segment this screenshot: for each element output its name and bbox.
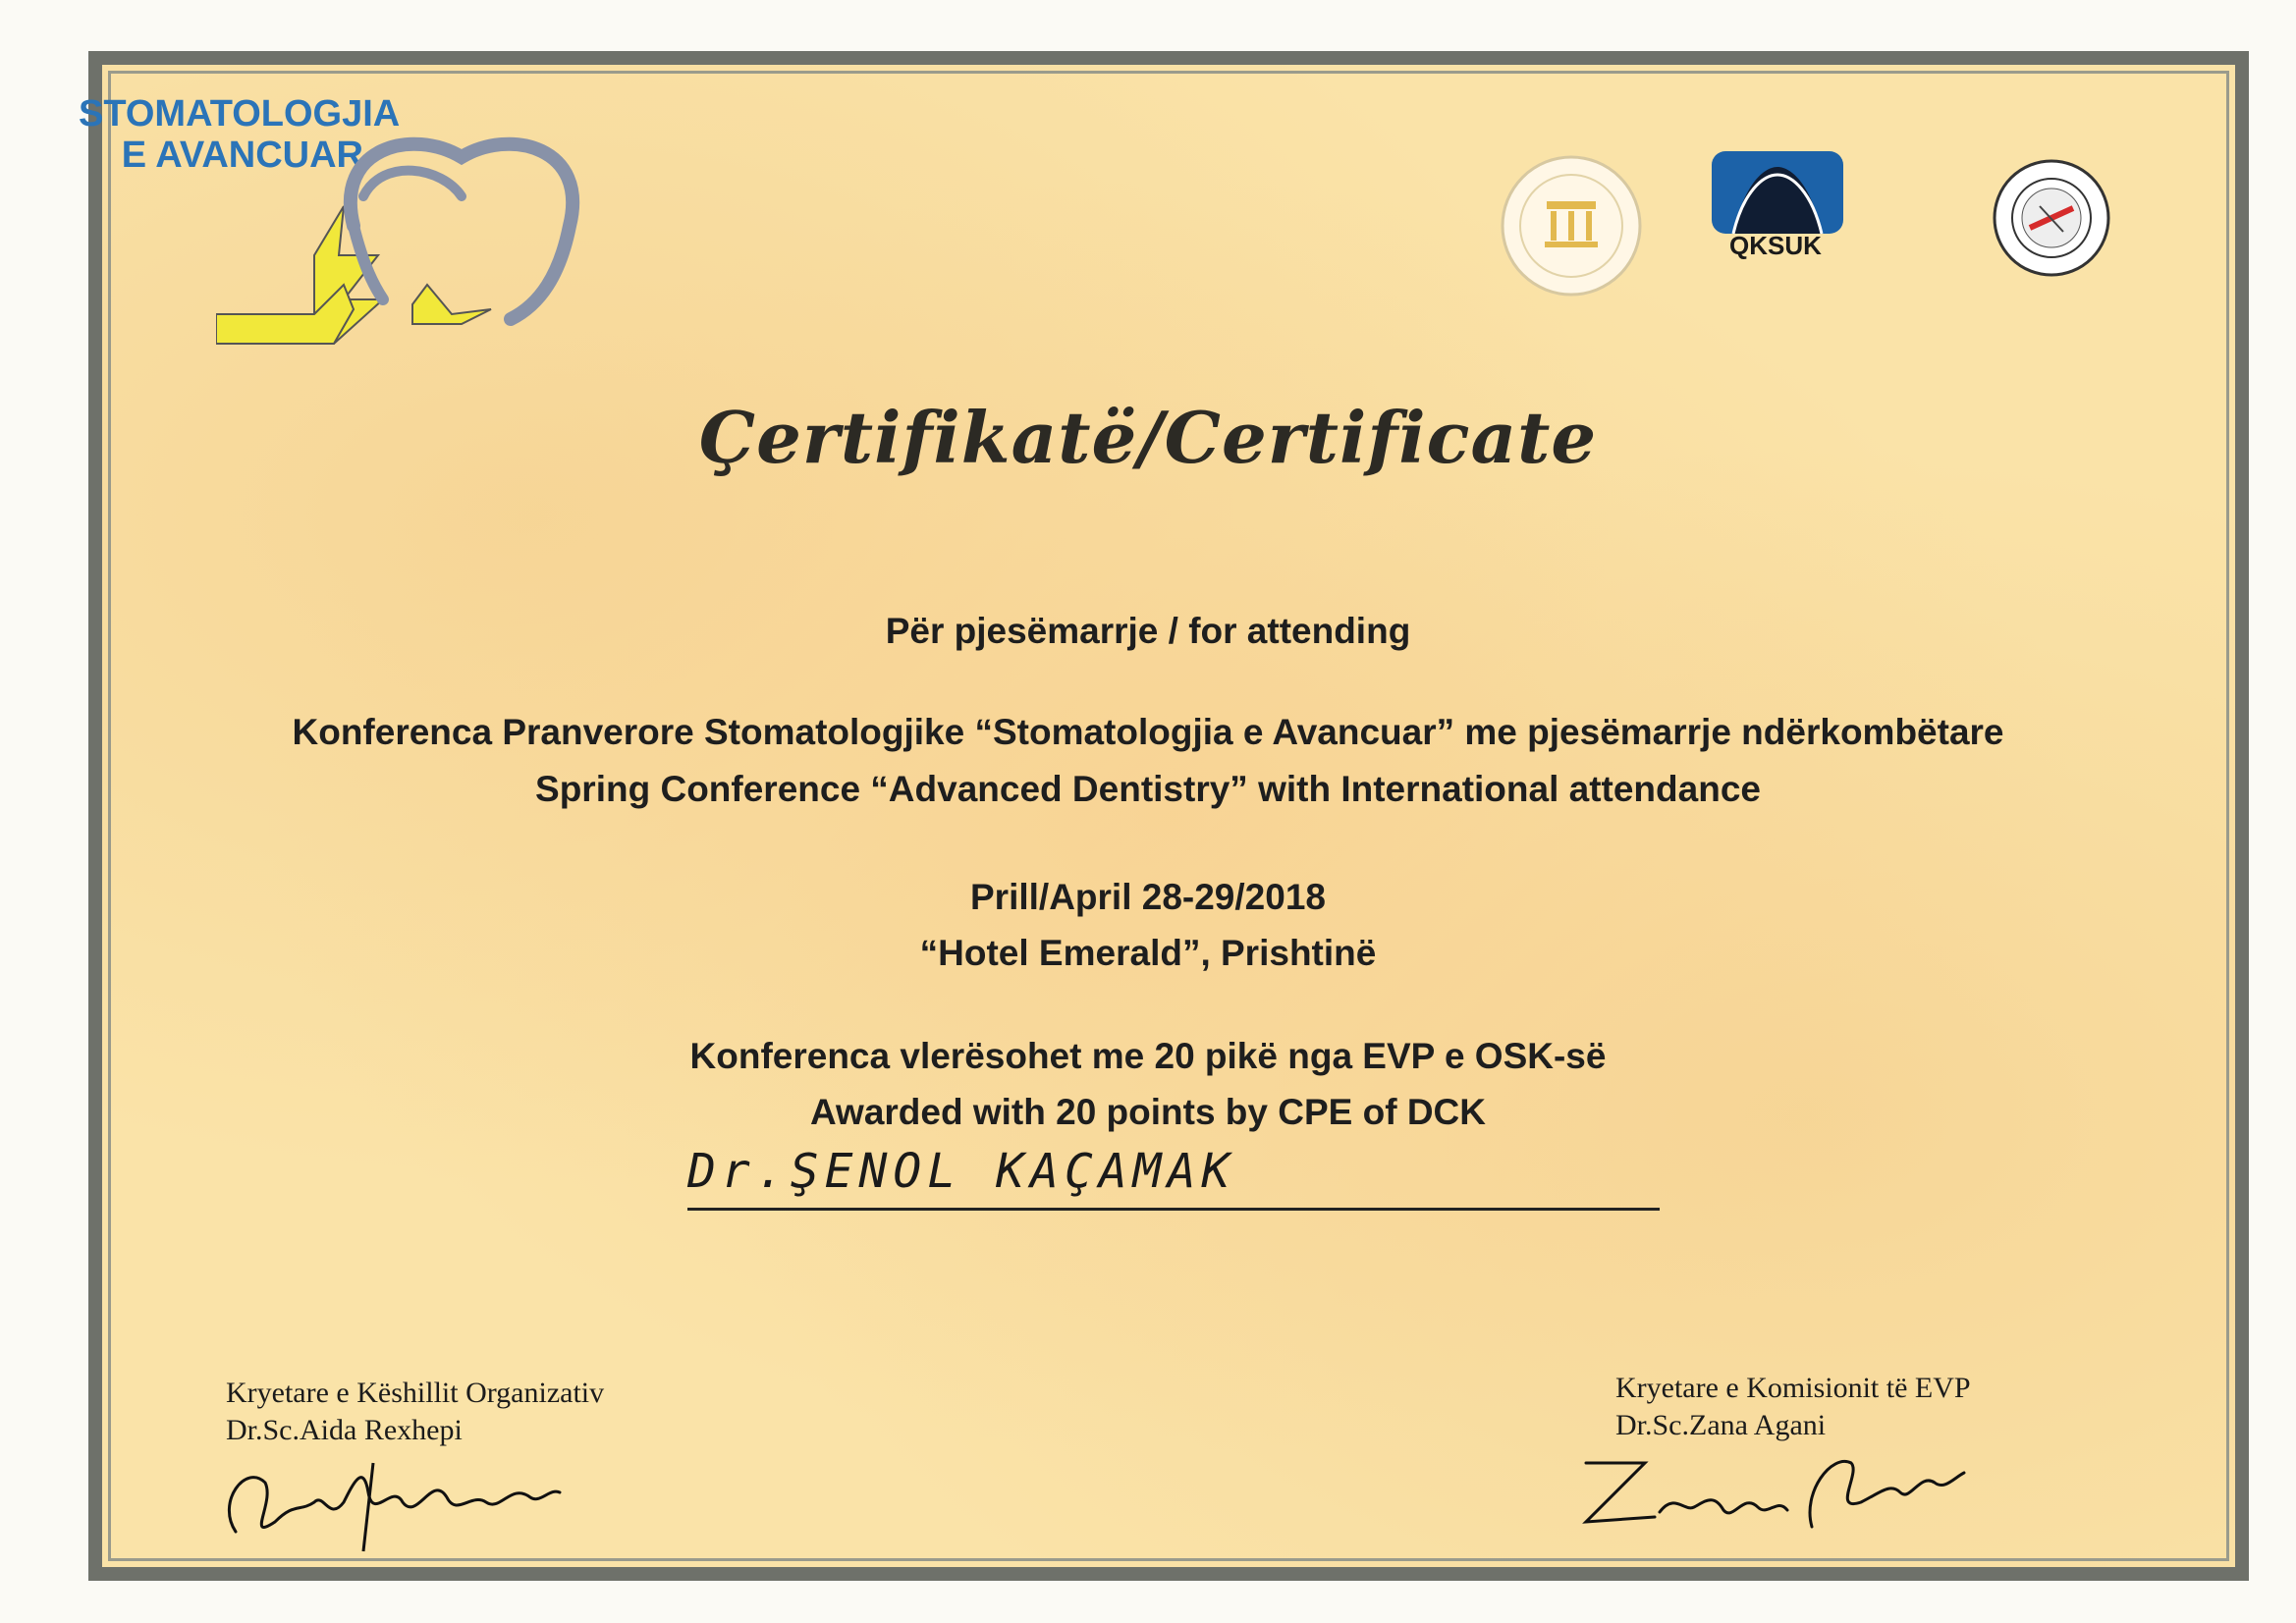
left-signatory [226, 1375, 604, 1449]
left-signatory-role: Kryetare e Këshillit Organizativ [226, 1377, 605, 1409]
right-signature-icon [1566, 1434, 1979, 1542]
brand-line-2: E AVANCUAR [121, 135, 363, 176]
recipient-field [678, 1144, 1660, 1222]
event-venue: “Hotel Emerald”, Prishtinë [919, 933, 1377, 973]
chamber-seal-icon [1498, 147, 1645, 304]
university-seal-icon [1991, 157, 2113, 280]
points-line-en: Awarded with 20 points by CPE of DCK [809, 1092, 1486, 1132]
qksuk-logo-icon [1704, 147, 1851, 236]
qksuk-label: QKSUK [1729, 231, 1822, 260]
left-signature-icon [206, 1443, 599, 1561]
points-line-sq: Konferenca vlerësohet me 20 pikë nga EVP e OSK-së [689, 1036, 1607, 1076]
certificate-title: Çertifikatë/Certificate [698, 396, 1598, 479]
recipient-underline [687, 1208, 1660, 1211]
left-signatory-name: Dr.Sc.Aida Rexhepi [226, 1414, 463, 1446]
recipient-name: Dr.ŞENOL KAÇAMAK [687, 1144, 1236, 1199]
conference-line-en: Spring Conference “Advanced Dentistry” with International attendance [535, 769, 1761, 809]
right-signatory-name: Dr.Sc.Zana Agani [1615, 1409, 1827, 1441]
right-signatory-role: Kryetare e Komisionit të EVP [1615, 1372, 1971, 1404]
event-date: Prill/April 28-29/2018 [970, 877, 1326, 917]
attending-line: Për pjesëmarrje / for attending [885, 611, 1411, 651]
tooth-logo-icon [216, 88, 668, 363]
conference-line-sq: Konferenca Pranverore Stomatologjike “Stomatologjia e Avancuar” me pjesëmarrje ndërkombëtare [292, 712, 2004, 752]
brand-line-1: STOMATOLOGJIA [79, 93, 401, 135]
